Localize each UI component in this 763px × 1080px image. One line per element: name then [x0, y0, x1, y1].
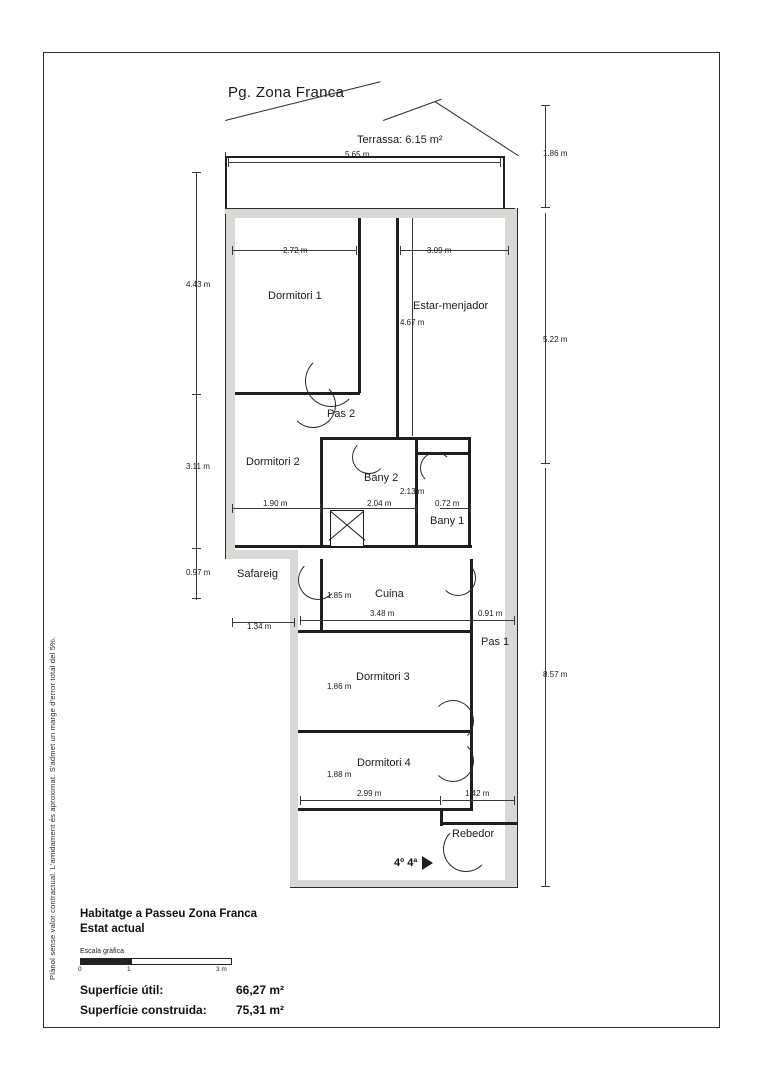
room-label-rebedor: Rebedor [452, 828, 495, 840]
room-label-estar-menjador: Estar-menjador [413, 300, 489, 312]
dim-bany2-width: 2.04 m [367, 499, 392, 508]
dimline-estar [400, 250, 508, 251]
dimline-dorm2 [232, 508, 320, 509]
dim-bany1-width: 0.72 m [435, 499, 460, 508]
door-cuina [440, 560, 476, 596]
dimline-left-mid [196, 394, 197, 548]
dimtick-dorm1-r [356, 246, 357, 255]
scale-caption: Escala gràfica [80, 948, 124, 955]
room-label-dormitori-2: Dormitori 2 [246, 456, 300, 468]
partition-dorm2-right [320, 437, 323, 547]
dimtick-terrassa-r [500, 158, 501, 167]
door-dorm4 [432, 740, 474, 782]
scale-tick-0: 0 [78, 966, 82, 973]
dim-right-upper: 5.22 m [543, 335, 568, 344]
door-dorm3 [432, 700, 474, 742]
dimtick-dorm2-r [320, 504, 321, 513]
dimline-cuina [300, 620, 470, 621]
dimtick-safareig-r [294, 618, 295, 627]
dim-right-lower: 8.57 m [543, 670, 568, 679]
room-label-dormitori-1: Dormitori 1 [268, 290, 322, 302]
dim-estar-depth: 4.67 m [400, 318, 425, 327]
dim-cuina-width: 3.48 m [370, 609, 395, 618]
outline-top [225, 208, 515, 209]
dimtick-pas1-r [514, 616, 515, 625]
dimtick-dorm1-l [232, 246, 233, 255]
terrace-wall-right [503, 156, 505, 214]
dimtick-cuina-l [300, 616, 301, 625]
dim-left-upper: 4.43 m [186, 280, 211, 289]
dim-safareig-width: 1.34 m [247, 622, 272, 631]
dim-dorm4-depth: 1.88 m [327, 770, 352, 779]
room-label-safareig: Safareig [237, 568, 278, 580]
partition-rebedor-left [440, 808, 443, 826]
wall-fill-left-lower [290, 632, 298, 882]
area-useful-label: Superfície útil: [80, 983, 164, 997]
dimline-bany1 [440, 508, 470, 509]
dim-estar-width: 3.09 m [427, 246, 452, 255]
partition-cuina-bottom [298, 630, 473, 633]
dimtick-left-lower-b [192, 598, 201, 599]
dimtick-estar-l [400, 246, 401, 255]
dim-left-lower: 0.97 m [186, 568, 211, 577]
dimtick-right-top-t [541, 105, 550, 106]
outline-left [225, 214, 226, 559]
partition-dorm1-right [358, 218, 361, 393]
dim-right-top: 1.86 m [543, 149, 568, 158]
partition-estar-left [396, 218, 399, 438]
dimtick-right-lower-b [541, 886, 550, 887]
dimline-bany2 [322, 508, 416, 509]
dim-left-mid: 3.11 m [186, 462, 210, 471]
dimtick-dorm2-l [232, 504, 233, 513]
dimline-rebedor [442, 800, 514, 801]
dimtick-rebedor-r [514, 796, 515, 805]
door-bany2 [352, 440, 386, 474]
dim-dorm3-depth: 1.86 m [327, 682, 352, 691]
partition-dorm4-bottom [298, 808, 473, 811]
outline-bottom [290, 887, 518, 888]
room-label-dormitori-3: Dormitori 3 [356, 671, 410, 683]
scale-tick-3: 3 m [216, 966, 227, 973]
dim-rebedor-width: 1.42 m [465, 789, 490, 798]
dimtick-right-upper-b [541, 463, 550, 464]
dimline-estar-depth [412, 218, 413, 436]
dimtick-estar-r [508, 246, 509, 255]
dimtick-left-upper-t [192, 172, 201, 173]
dimtick-dorm4-r [440, 796, 441, 805]
disclaimer-note: Plànol sense valor contractual. L'amidament és aproximat. S'admet un marge d'error total del 5%. [48, 636, 57, 980]
plan-subtitle: Estat actual [80, 923, 145, 935]
room-label-pas-1: Pas 1 [481, 636, 510, 648]
dimtick-safareig-l [232, 618, 233, 627]
area-built-value: 75,31 m² [236, 1003, 285, 1017]
dim-cuina-in: 1.85 m [327, 591, 352, 600]
door-bany1 [420, 452, 452, 484]
room-label-terrassa: Terrassa: 6.15 m² [357, 134, 443, 146]
room-label-bany-2: Bany 2 [364, 472, 399, 484]
door-pas2 [290, 382, 336, 428]
scale-bar-midtick [131, 959, 132, 964]
dimtick-bany2-r [416, 504, 417, 513]
dimtick-cuina-r [470, 616, 471, 625]
dimtick-right-top-b [541, 207, 550, 208]
scale-tick-1: 1 [127, 966, 131, 973]
partition-rebedor-top [440, 822, 518, 825]
dim-dorm1-width: 2.72 m [283, 246, 308, 255]
wall-fill-top [225, 208, 515, 218]
entrance-arrow-icon [422, 856, 433, 870]
stairwell-shaft [330, 510, 364, 547]
dimline-terrassa [228, 162, 500, 163]
dim-bany2-depth: 2.13 m [400, 487, 425, 496]
dimline-dorm4 [300, 800, 440, 801]
room-label-bany-1: Bany 1 [430, 515, 465, 527]
room-label-cuina: Cuina [375, 588, 404, 600]
dim-terrassa-width: 5.65 m [345, 150, 370, 159]
dim-dorm2-width: 1.90 m [263, 499, 288, 508]
outline-right [517, 208, 518, 888]
area-built-label: Superfície construida: [80, 1003, 207, 1017]
wall-fill-left-bottom-nose [225, 550, 233, 559]
plan-title: Habitatge a Passeu Zona Franca [80, 908, 258, 920]
room-label-pas-2: Pas 2 [327, 408, 356, 420]
wall-fill-left-step [225, 550, 297, 559]
room-label-dormitori-4: Dormitori 4 [357, 757, 411, 769]
terrace-wall-left [225, 156, 227, 216]
dimtick-bany1-r [470, 504, 471, 513]
area-useful-value: 66,27 m² [236, 983, 285, 997]
dim-dorm4-width: 2.99 m [357, 789, 382, 798]
flat-identifier: 4º 4ª [394, 857, 418, 869]
dimline-pas1 [472, 620, 514, 621]
page-title: Pg. Zona Franca [228, 84, 345, 101]
scale-bar-filled [81, 959, 131, 964]
partition-dorm2-bottom [235, 545, 323, 548]
dimtick-terrassa-l [228, 158, 229, 167]
dimtick-dorm4-l [300, 796, 301, 805]
partition-pas2-bottom [320, 437, 470, 440]
scale-bar [80, 958, 232, 965]
dim-pas1-width: 0.91 m [478, 609, 503, 618]
